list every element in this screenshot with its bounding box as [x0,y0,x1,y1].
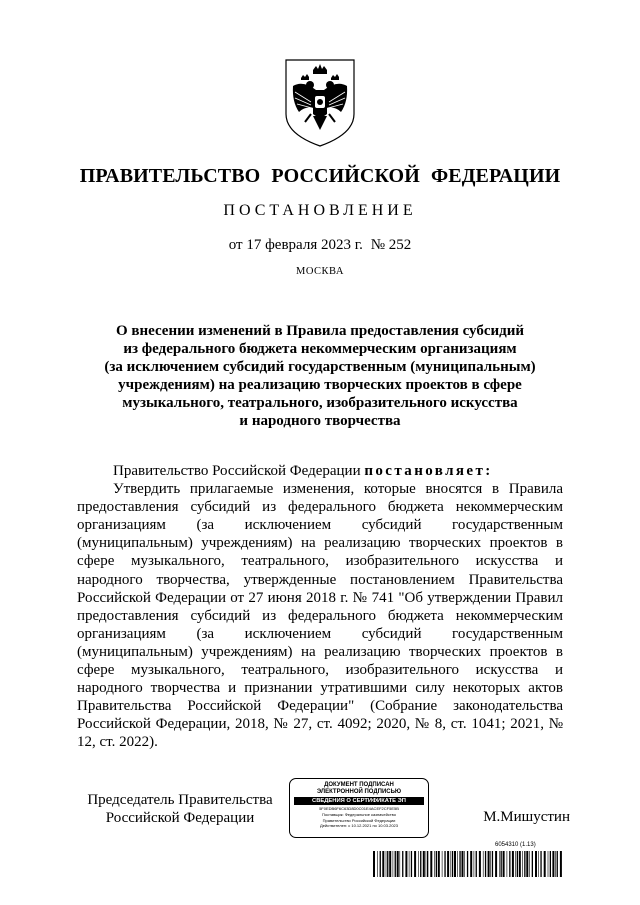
document-title [80,322,560,430]
stamp-issuer: Поставщик: Федеральное казначейство [322,811,396,817]
document-date-line [0,237,640,254]
document-title-line: музыкального, театрального, изобразительного искусства [122,395,518,411]
stamp-validity: Действителен: с 10.12.2021 по 10.03.2023 [320,823,398,829]
resolution-paragraph: Утвердить прилагаемые изменения, которые вносятся в Правила предоставления субсидий из федерального бюджета некоммерческим организациям (за исключением субсидий государственным (муниципальным) учреждениям) на реализацию творческих проектов в сфере музыкального, театрального, изобразительного искусства и народного творчества, утвержденные постановлением Правительства Российской Федерации от 27 июня 2018 г. № 741 "Об утверждении Правил предоставления субсидий из федерального бюджета некоммерческим организациям (за исключением субсидий государственным (муниципальным) учреждениям) на реализацию творческих проектов в сфере музыкального, театрального, изобразительного искусства и народного творчества и признании утратившими силу некоторых актов Правительства Российской Федерации" (Собрание законодательства Российской Федерации, 2018, № 27, ст. 4092; 2020, № 8, ст. 1041; 2021, № 12, ст. 2022). [77,481,563,751]
signatory-position-line: Российской Федерации [105,810,255,826]
electronic-signature-stamp [289,778,429,838]
document-title-line: из федерального бюджета некоммерческим организациям [123,341,517,357]
document-date: от 17 февраля 2023 г. [228,237,363,253]
document-title-line: О внесении изменений в Правила предоставления субсидий [115,323,525,339]
stamp-owner: Правительство Российской Федерации [322,817,396,823]
government-title: ПРАВИТЕЛЬСТВО РОССИЙСКОЙ ФЕДЕРАЦИИ [79,165,561,187]
document-title-line: учреждениям) на реализацию творческих проектов в сфере [118,377,522,393]
barcode-number: 6054310 (1.13) [495,842,536,848]
document-title-line: (за исключением субсидий государственным (муниципальным) [104,359,536,375]
barcode [373,851,565,877]
stamp-line: ДОКУМЕНТ ПОДПИСАН [324,782,394,788]
document-title-line: и народного творчества [239,413,401,429]
stamp-serial: 5F0EDB6F6C63D8D0C01E4ACEF2CF5E5B [319,806,399,811]
document-body [77,462,563,752]
stamp-band: СВЕДЕНИЯ О СЕРТИФИКАТЕ ЭП [294,797,424,805]
document-type: ПОСТАНОВЛЕНИЕ [223,202,417,219]
stamp-line: ЭЛЕКТРОННОЙ ПОДПИСЬЮ [316,789,402,795]
document-city: МОСКВА [296,266,344,277]
resolves-word: постановляет: [364,463,493,479]
signatory-position-line: Председатель Правительства [87,792,273,808]
coat-of-arms-emblem [283,58,357,148]
resolution-intro [77,462,563,480]
signatory-position [80,791,280,827]
intro-text: Правительство Российской Федерации [113,463,365,479]
document-number: № 252 [370,237,412,253]
signatory-name: М.Мишустин [483,809,570,825]
